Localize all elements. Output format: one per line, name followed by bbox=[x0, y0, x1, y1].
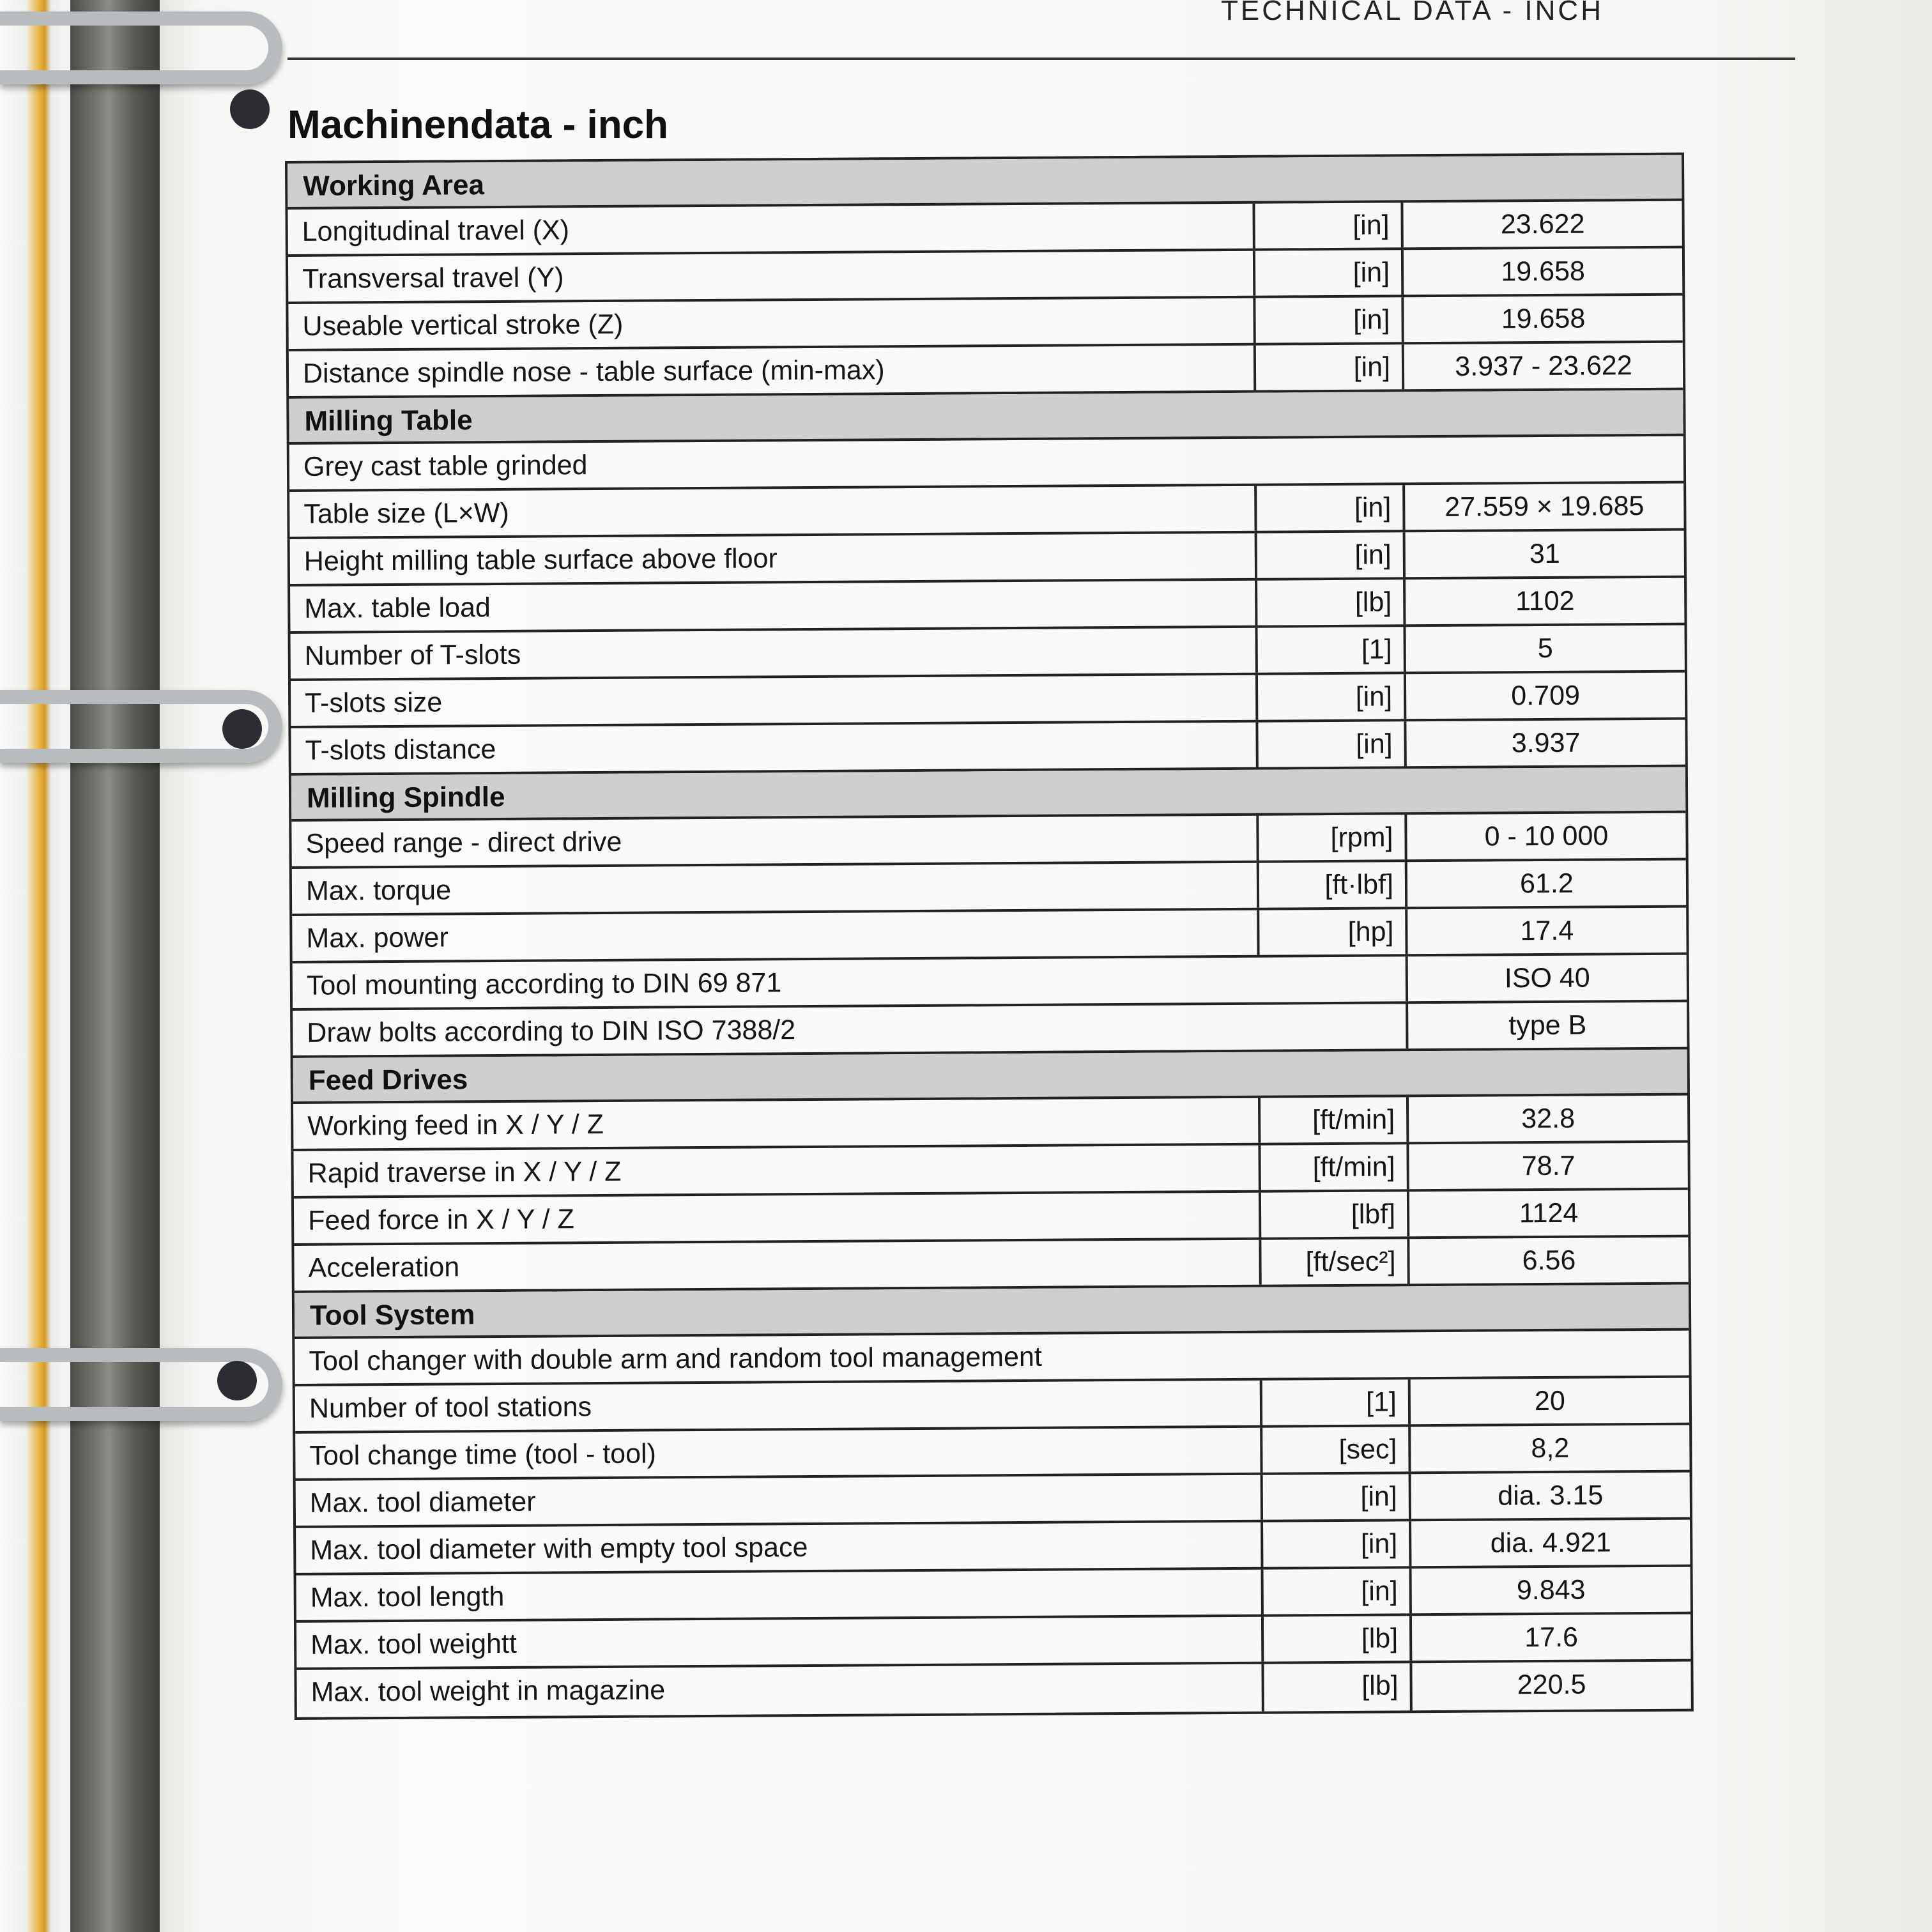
page-title: Machinendata - inch bbox=[288, 103, 668, 147]
spec-unit: [in] bbox=[1255, 721, 1404, 767]
spec-row bbox=[289, 343, 1683, 399]
spec-value: 32.8 bbox=[1406, 1096, 1687, 1142]
spec-label: Draw bolts according to DIN ISO 7388/2 bbox=[307, 1015, 796, 1048]
punch-hole-top bbox=[230, 89, 270, 129]
spec-unit: [1] bbox=[1260, 1379, 1408, 1425]
spec-unit: [sec] bbox=[1260, 1427, 1408, 1472]
spec-row bbox=[296, 1614, 1690, 1670]
spec-unit: [in] bbox=[1261, 1568, 1409, 1614]
spec-label: Number of T-slots bbox=[304, 639, 521, 671]
spec-row bbox=[292, 908, 1686, 963]
spec-unit: [in] bbox=[1254, 344, 1402, 390]
spec-unit: [1] bbox=[1255, 627, 1403, 672]
spec-value: 1124 bbox=[1407, 1190, 1688, 1237]
section-heading: Tool System bbox=[295, 1285, 1689, 1339]
spec-row bbox=[293, 1096, 1687, 1151]
spec-unit: [in] bbox=[1255, 674, 1404, 719]
spec-row bbox=[294, 1238, 1688, 1293]
spec-label: Transversal travel (Y) bbox=[302, 262, 564, 295]
binder-paper-edges bbox=[0, 0, 77, 1932]
binder-ring-top bbox=[0, 12, 282, 84]
spec-label: Height milling table surface above floor bbox=[303, 543, 778, 577]
spec-value: 23.622 bbox=[1400, 201, 1682, 248]
spec-value: 3.937 - 23.622 bbox=[1402, 343, 1683, 390]
running-header: TECHNICAL DATA - INCH bbox=[1220, 0, 1604, 26]
spec-value: 5 bbox=[1403, 625, 1684, 672]
spec-table bbox=[285, 153, 1694, 1720]
spec-value: 220.5 bbox=[1409, 1662, 1690, 1711]
spec-unit: [rpm] bbox=[1256, 815, 1404, 860]
punch-hole-bottom bbox=[217, 1361, 257, 1400]
section-heading: Milling Table bbox=[289, 390, 1683, 445]
spec-unit: [hp] bbox=[1257, 909, 1405, 954]
spec-row bbox=[295, 1378, 1689, 1434]
spec-unit: [in] bbox=[1253, 297, 1401, 342]
spec-unit: [in] bbox=[1253, 250, 1401, 295]
spec-label: Acceleration bbox=[308, 1252, 460, 1284]
spec-row bbox=[293, 1143, 1687, 1199]
spec-value: type B bbox=[1406, 1002, 1687, 1049]
spec-unit: [in] bbox=[1254, 485, 1402, 530]
spec-label: Feed force in X / Y / Z bbox=[307, 1204, 574, 1236]
spec-value: 17.6 bbox=[1409, 1614, 1690, 1661]
spec-value: 20 bbox=[1408, 1378, 1689, 1425]
spec-label: Grey cast table grinded bbox=[303, 450, 588, 482]
spec-unit: [in] bbox=[1252, 203, 1400, 248]
spec-row bbox=[293, 1002, 1687, 1058]
binder-spine bbox=[70, 0, 160, 1932]
spec-value: 31 bbox=[1403, 531, 1684, 578]
spec-row bbox=[291, 813, 1685, 869]
spec-value: ISO 40 bbox=[1406, 955, 1687, 1002]
spec-value: 19.658 bbox=[1401, 296, 1682, 342]
spec-label: Table size (L×W) bbox=[303, 497, 509, 530]
spec-label: Distance spindle nose - table surface (min-max) bbox=[302, 355, 885, 389]
spec-unit: [lbf] bbox=[1259, 1192, 1407, 1237]
spec-label: Longitudinal travel (X) bbox=[302, 215, 570, 247]
spec-label: Max. torque bbox=[305, 875, 452, 907]
spec-value: dia. 4.921 bbox=[1409, 1520, 1690, 1567]
spec-value: 61.2 bbox=[1405, 861, 1686, 907]
spec-label: Tool change time (tool - tool) bbox=[309, 1438, 657, 1471]
spec-label: Useable vertical stroke (Z) bbox=[302, 309, 624, 342]
spec-row bbox=[290, 578, 1684, 634]
spec-label: Max. power bbox=[306, 922, 448, 954]
spec-value: dia. 3.15 bbox=[1409, 1473, 1690, 1519]
spec-value: 1102 bbox=[1403, 578, 1684, 625]
spec-label: Max. tool weightt bbox=[310, 1628, 517, 1660]
spec-label: Max. tool weight in magazine bbox=[310, 1675, 666, 1708]
spec-value: 8,2 bbox=[1408, 1425, 1689, 1472]
spec-row bbox=[289, 484, 1683, 539]
spec-row bbox=[288, 201, 1682, 257]
punch-hole-middle bbox=[222, 709, 262, 749]
spec-unit: [ft·lbf] bbox=[1257, 862, 1405, 907]
spec-label: Rapid traverse in X / Y / Z bbox=[307, 1156, 622, 1189]
spec-unit: [ft/min] bbox=[1258, 1144, 1406, 1190]
spec-label: Tool mounting according to DIN 69 871 bbox=[306, 967, 782, 1001]
spec-row bbox=[291, 673, 1685, 728]
spec-value: 9.843 bbox=[1409, 1567, 1690, 1614]
spec-label: Max. table load bbox=[304, 592, 491, 624]
spec-value: 17.4 bbox=[1405, 908, 1686, 954]
spec-label: Max. tool diameter with empty tool space bbox=[310, 1532, 808, 1566]
spec-label: Max. tool length bbox=[310, 1581, 505, 1613]
spec-unit: [lb] bbox=[1261, 1663, 1409, 1711]
spec-row bbox=[289, 436, 1683, 492]
spec-label: Working feed in X / Y / Z bbox=[307, 1108, 604, 1142]
spec-label: T-slots size bbox=[305, 687, 443, 719]
spec-value: 78.7 bbox=[1406, 1143, 1687, 1190]
spec-row bbox=[295, 1425, 1689, 1481]
spec-value: 27.559 × 19.685 bbox=[1402, 484, 1683, 530]
spec-label: Tool changer with double arm and random tool management bbox=[309, 1341, 1042, 1377]
spec-row bbox=[296, 1567, 1690, 1623]
spec-unit: [in] bbox=[1255, 532, 1403, 578]
spec-value: 0.709 bbox=[1404, 673, 1685, 719]
spec-row bbox=[296, 1520, 1690, 1575]
spec-label: Speed range - direct drive bbox=[305, 826, 622, 859]
spec-row bbox=[293, 955, 1687, 1011]
spec-unit: [in] bbox=[1261, 1521, 1409, 1567]
spec-label: Number of tool stations bbox=[309, 1392, 592, 1424]
spec-row bbox=[292, 861, 1686, 916]
section-heading: Feed Drives bbox=[293, 1050, 1687, 1104]
spec-unit: [ft/sec²] bbox=[1259, 1239, 1407, 1284]
spec-label: T-slots distance bbox=[305, 733, 496, 766]
spec-row bbox=[295, 1331, 1689, 1386]
spec-row bbox=[296, 1473, 1690, 1528]
spec-value: 0 - 10 000 bbox=[1404, 813, 1685, 860]
document-page bbox=[160, 0, 1932, 1932]
header-rule bbox=[288, 0, 1795, 60]
spec-row bbox=[291, 625, 1685, 681]
spec-value: 6.56 bbox=[1407, 1238, 1688, 1284]
spec-row bbox=[288, 296, 1682, 351]
spec-value: 19.658 bbox=[1401, 249, 1682, 295]
spec-unit: [lb] bbox=[1255, 579, 1403, 625]
section-heading: Milling Spindle bbox=[291, 767, 1685, 822]
spec-row bbox=[290, 531, 1684, 586]
spec-row bbox=[296, 1662, 1690, 1717]
spec-unit: [lb] bbox=[1261, 1616, 1409, 1661]
spec-unit: [in] bbox=[1261, 1474, 1409, 1519]
spec-label: Max. tool diameter bbox=[309, 1486, 536, 1519]
spec-value: 3.937 bbox=[1404, 720, 1685, 767]
spec-unit: [ft/min] bbox=[1258, 1097, 1406, 1142]
spec-row bbox=[291, 720, 1685, 776]
spec-row bbox=[294, 1190, 1688, 1246]
section-heading: Working Area bbox=[288, 155, 1682, 210]
spec-row bbox=[288, 249, 1682, 304]
